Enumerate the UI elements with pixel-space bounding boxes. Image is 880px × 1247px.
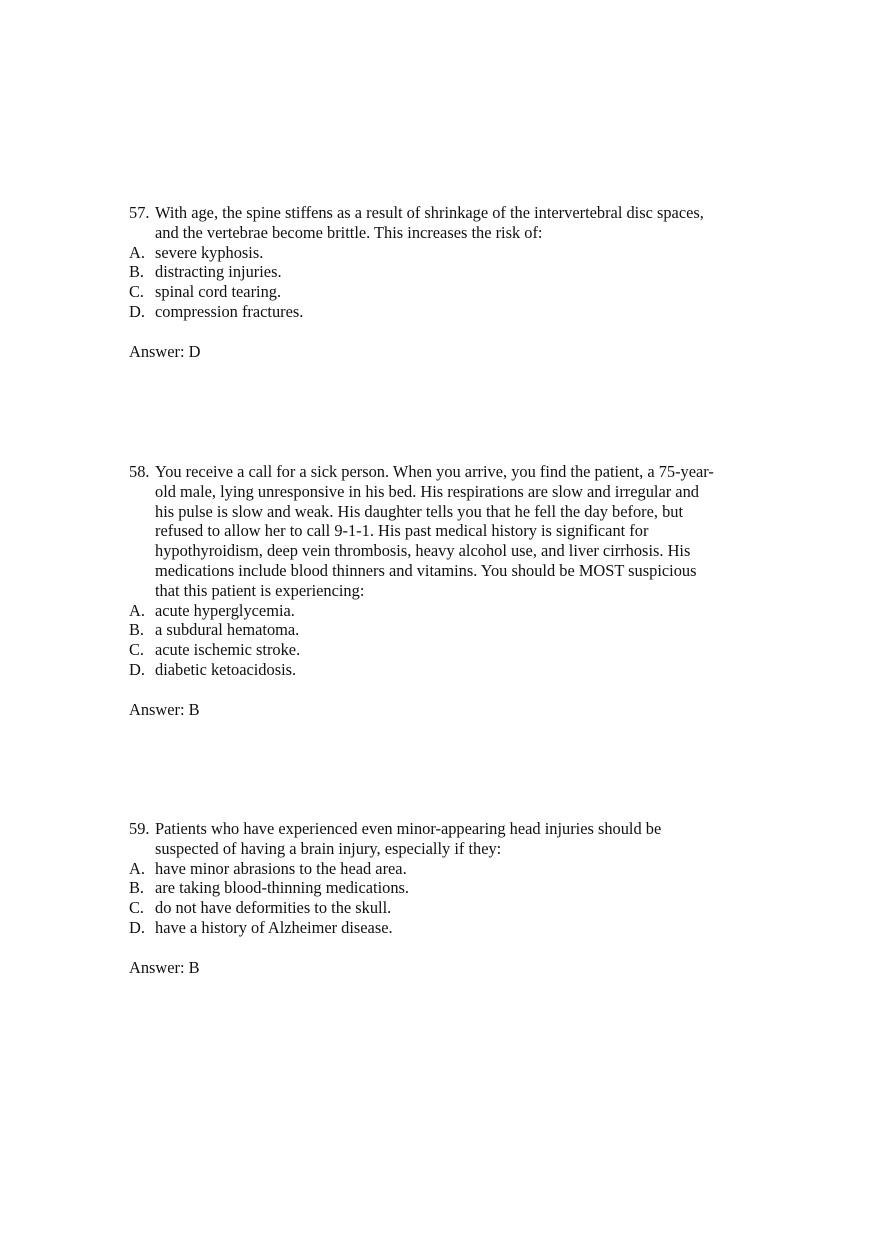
option-text: do not have deformities to the skull. [155, 898, 392, 918]
option-letter: B. [129, 620, 145, 640]
option-letter: B. [129, 262, 145, 282]
option-text: acute ischemic stroke. [155, 640, 301, 660]
stem-line: hypothyroidism, deep vein thrombosis, heavy alcohol use, and liver cirrhosis. His [155, 541, 691, 561]
option-text: distracting injuries. [155, 262, 282, 282]
option-c [129, 640, 759, 660]
option-a [129, 859, 759, 879]
option-text: diabetic ketoacidosis. [155, 659, 297, 679]
stem-line: refused to allow her to call 9-1-1. His past medical history is significant for [155, 521, 649, 541]
stem-line: that this patient is experiencing: [155, 580, 365, 600]
option-letter: D. [129, 917, 145, 937]
answer-line: Answer: D [129, 341, 201, 361]
question-number: 58. [129, 462, 150, 481]
option-letter: C. [129, 282, 145, 302]
stem-line: old male, lying unresponsive in his bed. His respirations are slow and irregular and [155, 481, 699, 501]
answer-line: Answer: B [129, 957, 200, 977]
option-d [129, 660, 759, 680]
question-number: 57. [129, 203, 150, 222]
option-text: spinal cord tearing. [155, 282, 282, 302]
option-letter: A. [129, 858, 145, 878]
question-stem [129, 203, 759, 223]
option-text: a subdural hematoma. [155, 620, 300, 640]
option-c [129, 898, 759, 918]
option-letter: A. [129, 242, 145, 262]
option-a [129, 243, 759, 263]
stem-line: You receive a call for a sick person. When you arrive, you find the patient, a 75-year- [155, 462, 714, 481]
option-letter: D. [129, 659, 145, 679]
option-b [129, 620, 759, 640]
option-letter: B. [129, 878, 145, 898]
option-letter: D. [129, 301, 145, 321]
option-d [129, 918, 759, 938]
question-59 [129, 819, 759, 978]
option-letter: C. [129, 898, 145, 918]
question-57 [129, 203, 759, 362]
option-text: have a history of Alzheimer disease. [155, 917, 393, 937]
option-c [129, 282, 759, 302]
option-letter: A. [129, 600, 145, 620]
stem-line: and the vertebrae become brittle. This increases the risk of: [155, 222, 543, 242]
option-d [129, 302, 759, 322]
option-b [129, 262, 759, 282]
stem-line: suspected of having a brain injury, especially if they: [155, 838, 502, 858]
option-letter: C. [129, 640, 145, 660]
option-text: are taking blood-thinning medications. [155, 878, 409, 898]
question-number: 59. [129, 819, 150, 838]
stem-line: medications include blood thinners and vitamins. You should be MOST suspicious [155, 560, 697, 580]
option-text: acute hyperglycemia. [155, 600, 295, 620]
answer-line: Answer: B [129, 699, 200, 719]
option-text: compression fractures. [155, 301, 304, 321]
option-text: have minor abrasions to the head area. [155, 858, 407, 878]
option-b [129, 878, 759, 898]
question-58 [129, 462, 759, 720]
question-stem [129, 819, 759, 839]
option-text: severe kyphosis. [155, 242, 264, 262]
stem-line: his pulse is slow and weak. His daughter tells you that he fell the day before, but [155, 501, 684, 521]
stem-line: Patients who have experienced even minor-appearing head injuries should be [155, 819, 662, 838]
option-a [129, 601, 759, 621]
stem-line: With age, the spine stiffens as a result of shrinkage of the intervertebral disc spaces, [155, 203, 704, 222]
question-stem [129, 462, 759, 482]
